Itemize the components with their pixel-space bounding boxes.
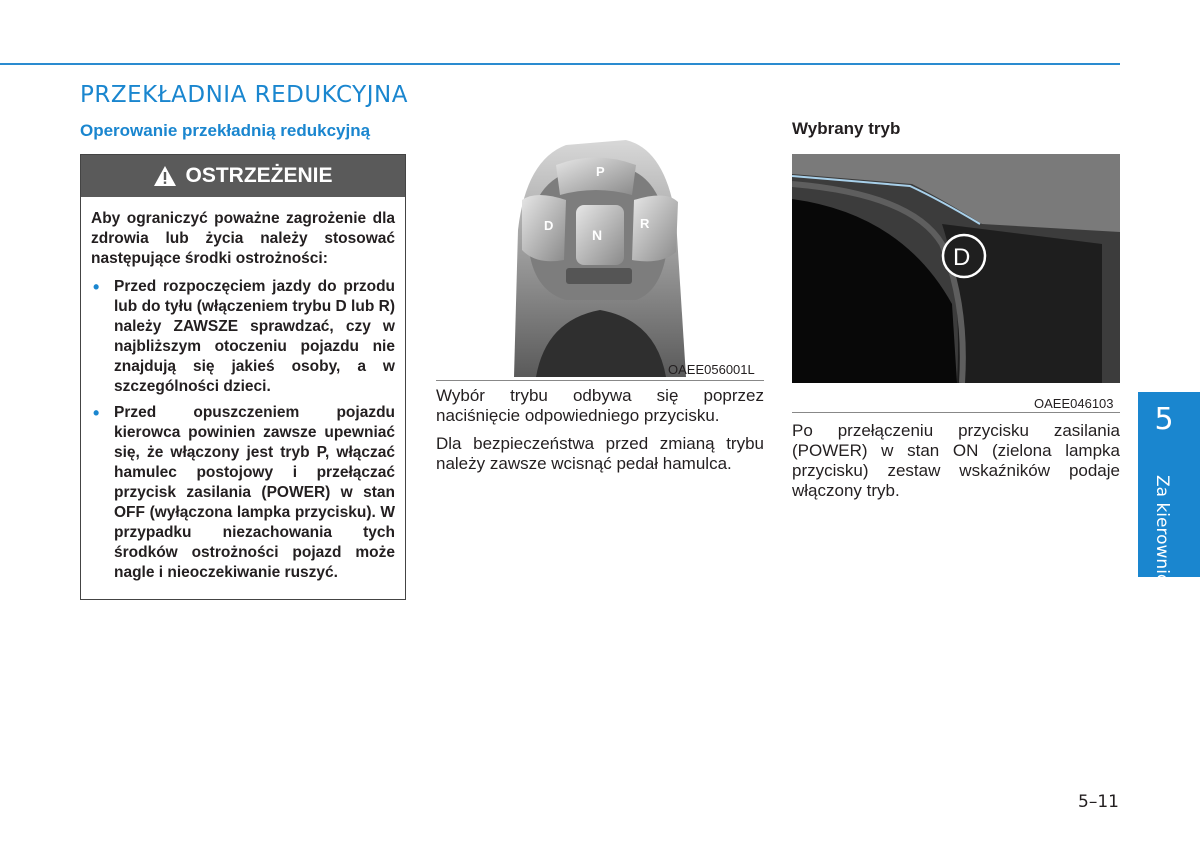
chapter-tab xyxy=(1138,392,1200,594)
warning-bullet: • Przed rozpoczęciem jazdy do przodu lub do tyłu (włączeniem trybu D lub R) należy ZAWSZE sprawdzać, czy w najbliższym otoczeniu pojazdu nie znajdują się jakieś osoby, a w szczególności dzieci. xyxy=(91,277,395,397)
warning-intro: Aby ograniczyć poważne zagrożenie dla zdrowia lub życia należy stosować następujące środki ostrożności: xyxy=(91,210,395,267)
cluster-illustration xyxy=(792,154,1120,383)
column3-paragraph: Po przełączeniu przycisku zasilania (POWER) w stan ON (zielona lampka przycisku) zestaw wskaźników podaje włączony tryb. xyxy=(792,421,1120,500)
caption-rule xyxy=(436,380,764,381)
warning-triangle-icon xyxy=(153,165,177,187)
chapter-number: 5 xyxy=(1154,402,1174,437)
warning-header xyxy=(81,155,405,197)
button-label-r: R xyxy=(640,216,650,231)
column2-paragraph: Dla bezpieczeństwa przed zmianą trybu należy zawsze wcisnąć pedał hamulca. xyxy=(436,434,764,473)
column2-paragraph: Wybór trybu odbywa się poprzez naciśnięcie odpowiedniego przycisku. xyxy=(436,386,764,425)
figure1-caption: OAEE056001L xyxy=(668,362,755,377)
shift-button-illustration xyxy=(436,120,764,377)
button-label-p: P xyxy=(596,164,605,179)
warning-bullet: • Przed opuszczeniem pojazdu kierowca powinien zawsze upewniać się, że włączony jest tryb P, włączać hamulec postojowy i przełączać przycisk zasilania (POWER) w stan OFF (wyłączona lampka przycisku). W przypadku niezachowania tych środków ostrożności pojazd może nagle i nieoczekiwanie ruszyć. xyxy=(91,403,395,583)
figure2-caption: OAEE046103 xyxy=(1034,396,1114,411)
shift-button-photo xyxy=(436,120,764,377)
section-subtitle: Operowanie przekładnią redukcyjną xyxy=(80,121,371,140)
warning-box xyxy=(80,154,406,600)
cluster-photo xyxy=(792,154,1120,383)
warning-heading: OSTRZEŻENIE xyxy=(185,164,333,187)
caption-rule xyxy=(792,412,1120,413)
section-title: PRZEKŁADNIA REDUKCYJNA xyxy=(80,82,408,108)
warning-list xyxy=(91,277,395,583)
button-label-n: N xyxy=(592,227,603,243)
column3-title: Wybrany tryb xyxy=(792,119,901,138)
page-number: 5–11 xyxy=(1078,792,1119,812)
top-rule xyxy=(0,63,1120,65)
warning-body xyxy=(81,197,405,583)
button-label-d: D xyxy=(544,218,554,233)
cluster-indicator: D xyxy=(953,244,971,271)
chapter-label: Za kierownicą xyxy=(1152,475,1172,594)
